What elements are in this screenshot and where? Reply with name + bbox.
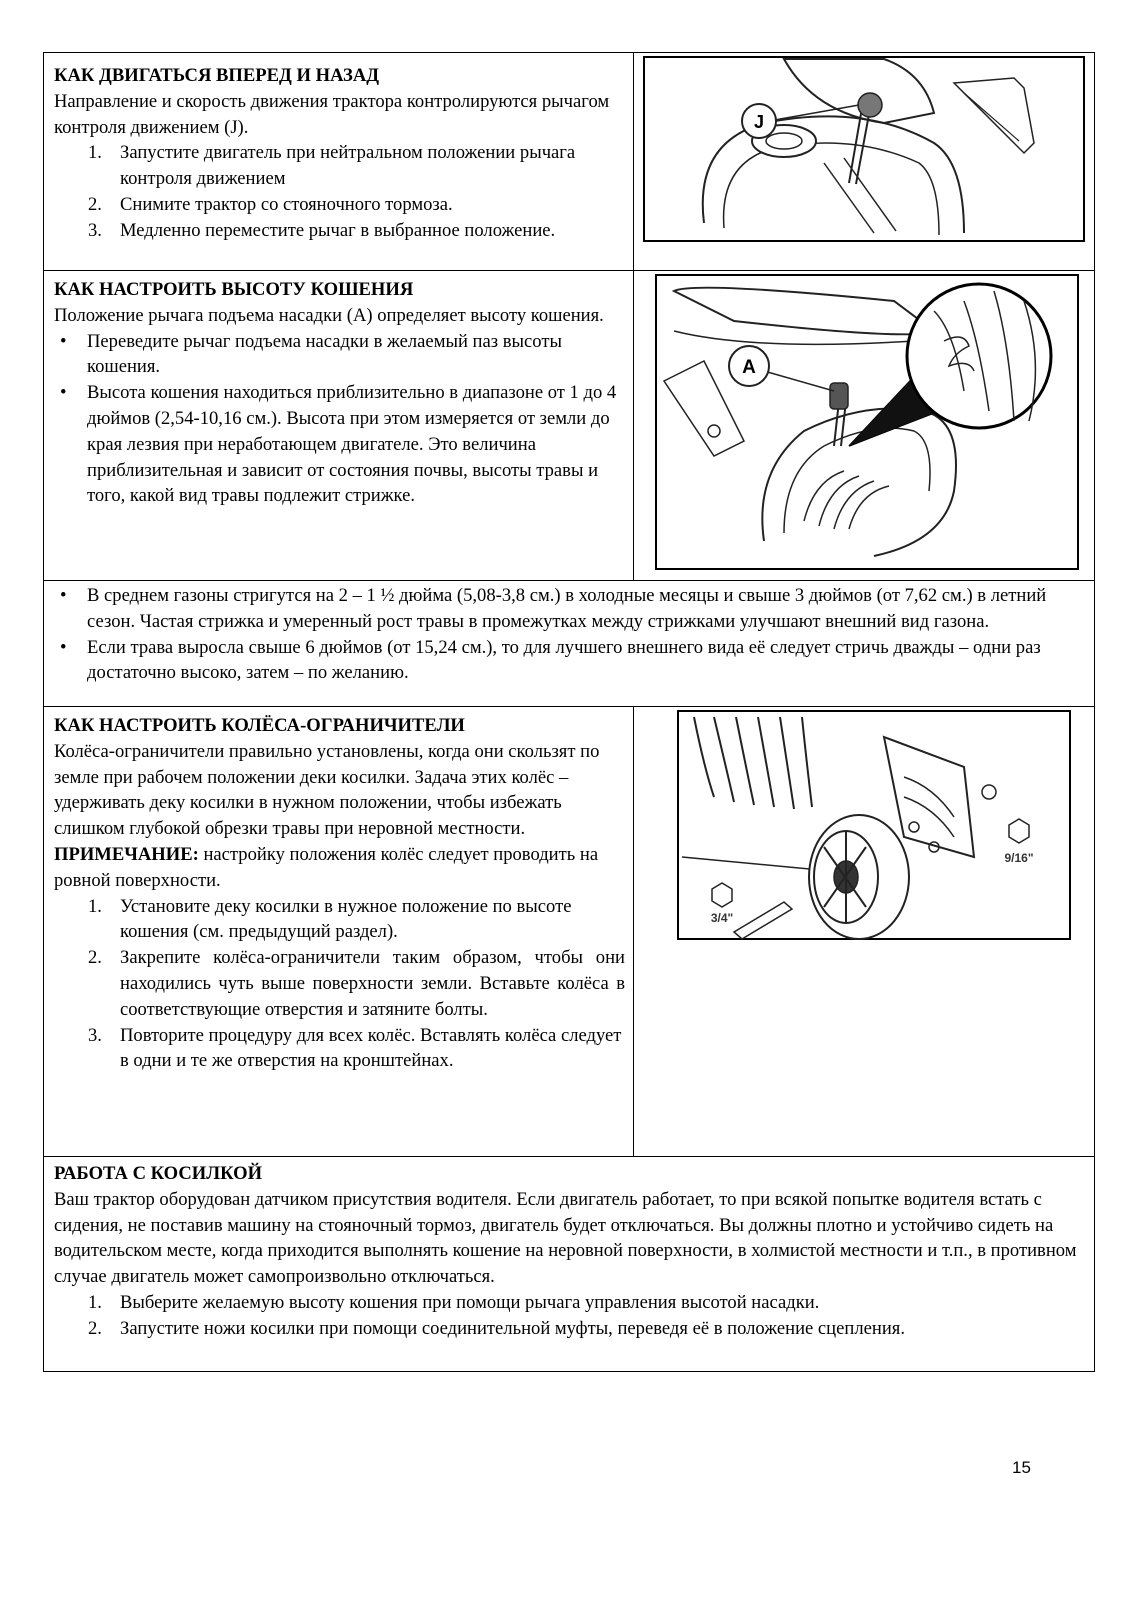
forward-backward-text xyxy=(44,53,634,270)
page-number: 15 xyxy=(1012,1458,1031,1477)
gauge-wheels-text xyxy=(44,707,634,1156)
list-item: 2. Снимите трактор со стояночного тормоза. xyxy=(88,193,453,215)
cutting-height-intro: Положение рычага подъема насадки (A) определяет высоту кошения. xyxy=(54,304,604,326)
forward-backward-intro: Направление и скорость движения трактора контролируются рычагом контроля движением (J). xyxy=(54,90,610,138)
figure-motion-lever-cell xyxy=(634,53,1094,270)
list-item: 1. Выберите желаемую высоту кошения при помощи рычага управления высотой насадки. xyxy=(88,1291,820,1313)
row-forward-backward xyxy=(44,53,1094,271)
cutting-advice-text xyxy=(44,581,1094,706)
list-item: 3. Медленно переместите рычаг в выбранное положение. xyxy=(88,219,556,241)
lift-lever-illustration xyxy=(634,271,1094,579)
gauge-wheels-note: ПРИМЕЧАНИЕ: настройку положения колёс следует проводить на ровной поверхности. xyxy=(54,843,599,891)
list-item: • Переведите рычаг подъема насадки в желаемый паз высоты кошения. xyxy=(54,329,625,381)
gauge-wheels-intro: Колёса-ограничители правильно установлены, когда они скользят по земле при рабочем положении деки косилки. Задача этих колёс – удерживать деку косилки в нужном положении, чтобы избежать слишком глубокой обрезки травы при неровной местности. xyxy=(54,740,600,840)
heading-forward-backward: КАК ДВИГАТЬСЯ ВПЕРЕД И НАЗАД xyxy=(54,65,380,86)
cutting-advice-bullets xyxy=(54,583,1086,686)
row-gauge-wheels xyxy=(44,707,1094,1157)
figure-lift-lever-cell xyxy=(634,271,1094,580)
row-cutting-advice xyxy=(44,581,1094,707)
list-item: 1. Запустите двигатель при нейтральном положении рычага контроля движением xyxy=(88,142,576,190)
gauge-wheel-illustration xyxy=(634,707,1094,947)
gauge-wheels-steps xyxy=(54,894,625,1075)
list-item: 2. Запустите ножи косилки при помощи соединительной муфты, переведя её в положение сцепления. xyxy=(88,1317,905,1339)
forward-backward-steps xyxy=(54,140,625,243)
list-item: • В среднем газоны стригутся на 2 – 1 ½ дюйма (5,08-3,8 см.) в холодные месяцы и свыше 3 дюймов (от 7,62 см.) в летний сезон. Частая стрижка и умеренный рост травы в промежутках между стрижками улучшают внешний вид газона. xyxy=(54,583,1086,635)
heading-cutting-height: КАК НАСТРОИТЬ ВЫСОТУ КОШЕНИЯ xyxy=(54,279,414,300)
heading-mowing: РАБОТА С КОСИЛКОЙ xyxy=(54,1163,263,1184)
heading-gauge-wheels: КАК НАСТРОИТЬ КОЛЁСА-ОГРАНИЧИТЕЛИ xyxy=(54,715,465,736)
row-cutting-height xyxy=(44,271,1094,581)
cutting-height-text xyxy=(44,271,634,580)
list-item: • Если трава выросла свыше 6 дюймов (от 15,24 см.), то для лучшего внешнего вида её следует стричь дважды – одни раз достаточно высоко, затем – по желанию. xyxy=(54,635,1086,687)
figure-gauge-wheel-cell xyxy=(634,707,1094,1156)
wrench-size-large: 9/16" xyxy=(1004,851,1034,865)
row-mowing xyxy=(44,1157,1094,1371)
list-item: 1. Установите деку косилки в нужное положение по высоте кошения (см. предыдущий раздел). xyxy=(88,895,572,943)
mowing-text xyxy=(44,1157,1094,1371)
list-item: 2. Закрепите колёса-ограничители таким образом, чтобы они находились чуть выше поверхности земли. Вставьте колёса в соответствующие отверстия и затяните болты. xyxy=(88,947,625,1020)
mowing-steps xyxy=(54,1290,1086,1342)
instruction-table xyxy=(43,52,1095,1372)
list-item: • Высота кошения находиться приблизительно в диапазоне от 1 до 4 дюймов (2,54-10,16 см.). Высота при этом измеряется от земли до края лезвия при неработающем двигателе. Это величина приблизительная и зависит от состояния почвы, высоты травы и того, какой вид травы подлежит стрижке. xyxy=(54,380,625,509)
gauge-wheel xyxy=(809,815,909,939)
cutting-height-bullets xyxy=(54,329,625,510)
wrench-size-small: 3/4" xyxy=(710,911,734,925)
mowing-intro: Ваш трактор оборудован датчиком присутствия водителя. Если двигатель работает, то при всякой попытке водителя встать с сидения, не поставив машину на стояночный тормоз, двигатель будет отключаться. Вы должны плотно и устойчиво сидеть на водительском месте, когда приходится выполнять кошение на неровной поверхности, в холмистой местности и т.п., в противном случае двигатель может самопроизвольно отключаться. xyxy=(54,1188,1077,1288)
figure-label-j: J xyxy=(753,112,765,132)
list-item: 3. Повторите процедуру для всех колёс. Вставлять колёса следует в одни и те же отверстия на кронштейнах. xyxy=(88,1024,622,1072)
figure-label-a: A xyxy=(742,357,756,378)
motion-lever-illustration xyxy=(634,53,1094,269)
